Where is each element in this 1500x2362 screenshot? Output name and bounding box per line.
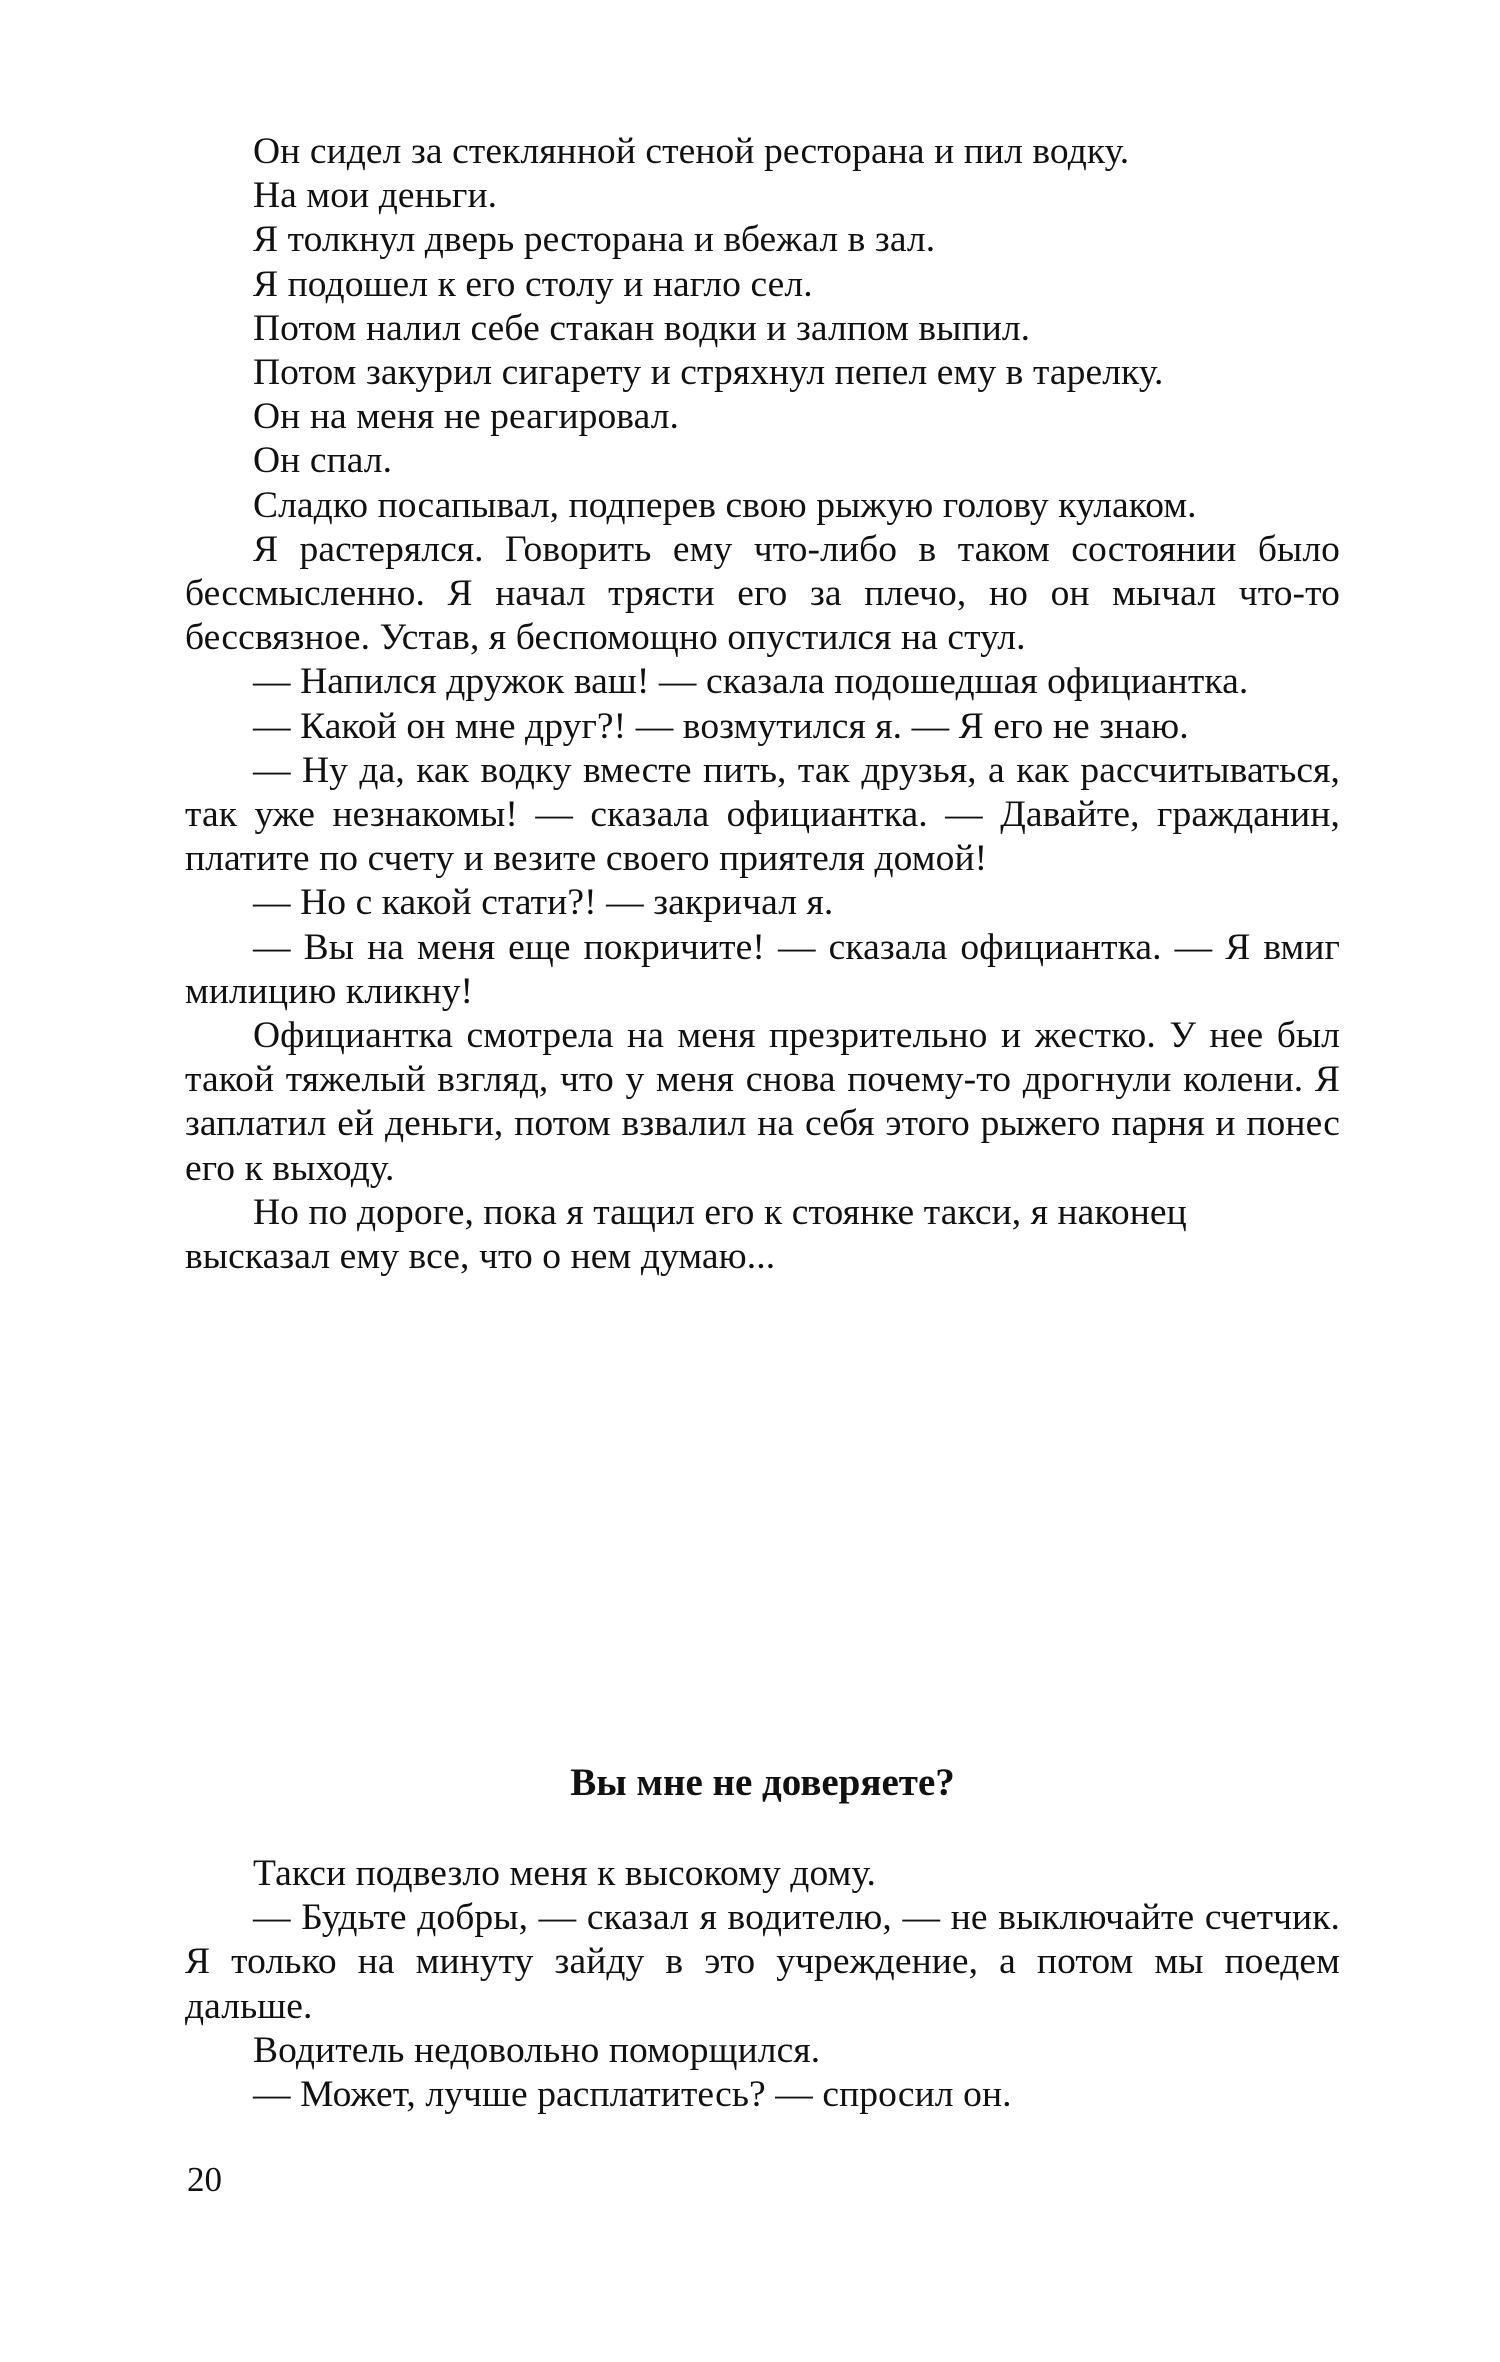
paragraph: — Будьте добры, — сказал я водителю, — не выключайте счетчик. Я только на минуту зайду в это учреждение, а потом мы поедем дальше. xyxy=(185,1897,1340,2027)
paragraph: Потом закурил сигарету и стряхнул пепел ему в тарелку. xyxy=(253,352,1164,394)
paragraph: — Какой он мне друг?! — возмутился я. — Я его не знаю. xyxy=(253,705,1189,747)
paragraph: Он спал. xyxy=(253,440,393,482)
paragraph: Я подошел к его столу и нагло сел. xyxy=(253,263,813,305)
paragraph: Такси подвезло меня к высокому дому. xyxy=(253,1853,877,1894)
paragraph: Официантка смотрела на меня презрительно и жестко. У нее был такой тяжелый взгляд, что у меня снова почему-то дрогнули колени. Я заплатил ей деньги, потом взвалил на себя этого рыжего парня и понес его к выходу. xyxy=(185,1015,1340,1189)
section-heading: Вы мне не доверяете? xyxy=(570,1761,955,1804)
chapter-text-top xyxy=(185,130,1340,1279)
paragraph: — Напился дружок ваш! — сказала подошедшая официантка. xyxy=(253,661,1249,703)
paragraph: — Может, лучше расплатитесь? — спросил он. xyxy=(253,2074,1012,2116)
paragraph: Я растерялся. Говорить ему что-либо в таком состоянии было бессмысленно. Я начал трясти его за плечо, но он мычал что-то бессвязное. Устав, я беспомощно опустился на стул. xyxy=(185,528,1340,659)
page-number: 20 xyxy=(187,2160,222,2199)
paragraph: Я толкнул дверь ресторана и вбежал в зал. xyxy=(253,219,936,261)
paragraph: Но по дороге, пока я тащил его к стоянке такси, я наконец высказал ему все, что о нем думаю... xyxy=(185,1191,1187,1278)
paragraph: Водитель недовольно поморщился. xyxy=(253,2029,821,2071)
paragraph: Потом налил себе стакан водки и залпом выпил. xyxy=(253,307,1031,349)
chapter-text-bottom xyxy=(185,1852,1340,2117)
paragraph: — Вы на меня еще покричите! — сказала официантка. — Я вмиг милицию кликну! xyxy=(185,926,1340,1012)
paragraph: На мои деньги. xyxy=(253,175,498,217)
paragraph: — Но с какой стати?! — закричал я. xyxy=(253,882,834,924)
paragraph: Он на меня не реагировал. xyxy=(253,396,679,438)
paragraph: Он сидел за стеклянной стеной ресторана и пил водку. xyxy=(253,131,1130,172)
paragraph: Сладко посапывал, подперев свою рыжую голову кулаком. xyxy=(253,484,1197,526)
paragraph: — Ну да, как водку вместе пить, так друзья, а как рассчитываться, так уже незнакомы! — сказала официантка. — Давайте, гражданин, платите по счету и везите своего приятеля домой! xyxy=(185,749,1340,880)
